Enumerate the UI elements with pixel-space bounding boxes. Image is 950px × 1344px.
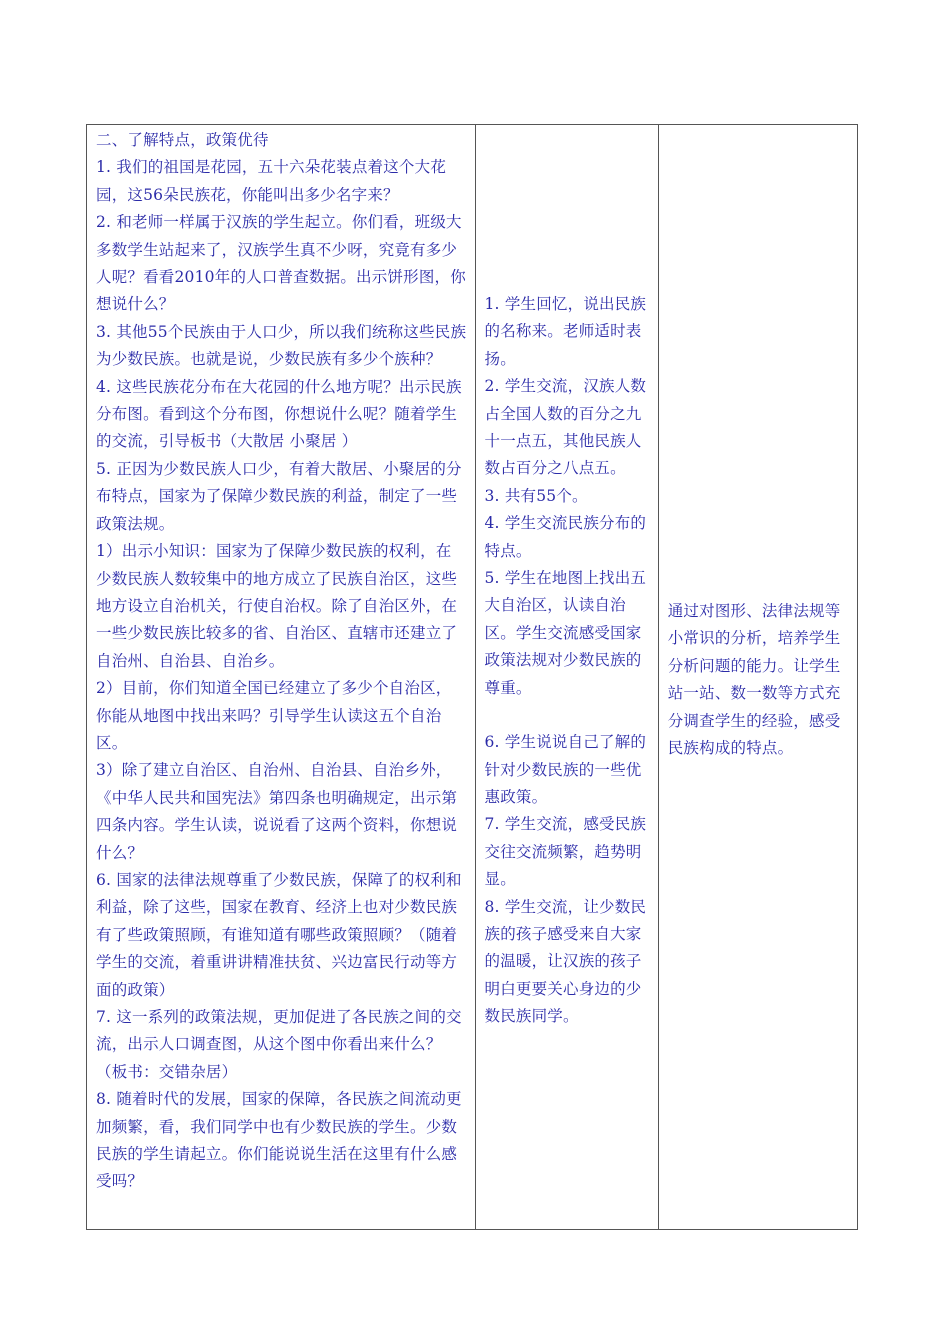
student-item-7: 7. 学生交流，感受民族交往交流频繁，趋势明显。 bbox=[484, 815, 647, 889]
teacher-item-6: 6. 国家的法律法规尊重了少数民族，保障了的权利和利益，除了这些，国家在教育、经济上也对少数民族有了些政策照顾，有谁知道有哪些政策照顾？（随着学生的交流，着重讲讲精准扶贫、兴边富民行动等方面的政策） bbox=[96, 870, 462, 999]
lesson-plan-row bbox=[87, 125, 858, 1230]
student-item-3: 3. 共有55个。 bbox=[484, 486, 588, 505]
student-activities-text bbox=[476, 125, 658, 1031]
student-item-2: 2. 学生交流，汉族人数占全国人数的百分之九十一点五，其他民族人数占百分之八点五。 bbox=[484, 377, 647, 478]
design-intent-cell bbox=[658, 125, 857, 1230]
teacher-subitem-3: 3）除了建立自治区、自治州、自治县、自治乡外，《中华人民共和国宪法》第四条也明确规定，出示第四条内容。学生认读，说说看了这两个资料，你想说什么？ bbox=[96, 761, 458, 862]
teacher-subitem-2: 2）目前，你们知道全国已经建立了多少个自治区，你能从地图中找出来吗？引导学生认读这五个自治区。 bbox=[96, 679, 452, 752]
design-intent-text bbox=[659, 125, 857, 762]
spacer bbox=[485, 702, 652, 729]
lesson-plan-table bbox=[86, 124, 858, 1230]
student-activities-cell bbox=[475, 125, 658, 1230]
teacher-subitem-1: 1）出示小知识：国家为了保障少数民族的权利，在少数民族人数较集中的地方成立了民族自治区，这些地方设立自治机关，行使自治权。除了自治区外，在一些少数民族比较多的省、自治区、直辖市还建立了自治州、自治县、自治乡。 bbox=[96, 542, 458, 670]
student-item-8: 8. 学生交流，让少数民族的孩子感受来自大家的温暖，让汉族的孩子明白更要关心身边的少数民族同学。 bbox=[484, 897, 647, 1026]
section-heading: 二、了解特点，政策优待 bbox=[96, 131, 269, 149]
student-item-4: 4. 学生交流民族分布的特点。 bbox=[484, 514, 647, 560]
student-item-5: 5. 学生在地图上找出五大自治区，认读自治区。学生交流感受国家政策法规对少数民族的尊重。 bbox=[484, 569, 647, 697]
teacher-item-3: 3. 其他55个民族由于人口少，所以我们统称这些民族为少数民族。也就是说，少数民族有多少个族种？ bbox=[96, 322, 467, 369]
teacher-item-5: 5. 正因为少数民族人口少，有着大散居、小聚居的分布特点，国家为了保障少数民族的利益，制定了一些政策法规。 bbox=[96, 459, 462, 533]
teacher-item-2: 2. 和老师一样属于汉族的学生起立。你们看，班级大多数学生站起来了，汉族学生真不少呀，究竟有多少人呢？看看2010年的人口普查数据。出示饼形图，你想说什么？ bbox=[96, 213, 466, 314]
teacher-item-7: 7. 这一系列的政策法规，更加促进了各民族之间的交流，出示人口调查图，从这个图中你看出来什么？（板书：交错杂居） bbox=[96, 1008, 462, 1081]
teacher-activities-cell bbox=[87, 125, 476, 1230]
student-item-6: 6. 学生说说自己了解的针对少数民族的一些优惠政策。 bbox=[484, 733, 647, 806]
teacher-activities-text bbox=[87, 125, 475, 1227]
teacher-item-1: 1. 我们的祖国是花园，五十六朵花装点着这个大花园，这56朵民族花，你能叫出多少名字来？ bbox=[96, 158, 447, 204]
design-intent-paragraph: 通过对图形、法律法规等小常识的分析，培养学生分析问题的能力。让学生站一站、数一数等方式充分调查学生的经验，感受民族构成的特点。 bbox=[667, 602, 841, 758]
teacher-item-8: 8. 随着时代的发展，国家的保障，各民族之间流动更加频繁，看，我们同学中也有少数民族的学生。少数民族的学生请起立。你们能说说生活在这里有什么感受吗？ bbox=[96, 1090, 462, 1191]
student-item-1: 1. 学生回忆，说出民族的名称来。老师适时表扬。 bbox=[484, 295, 647, 368]
teacher-item-4: 4. 这些民族花分布在大花园的什么地方呢？出示民族分布图。看到这个分布图，你想说什么呢？随着学生的交流，引导板书（大散居 小聚居 ） bbox=[96, 377, 462, 451]
